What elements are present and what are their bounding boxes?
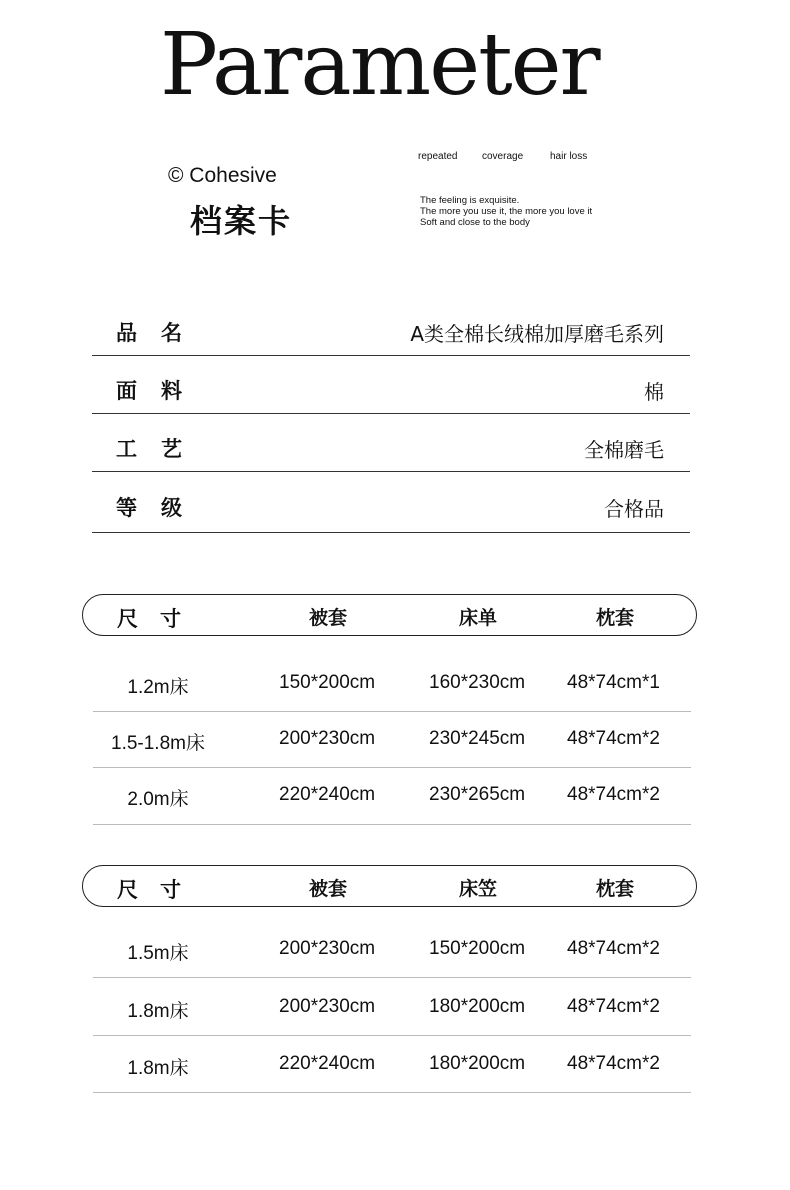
attribute-value: 合格品 [604,497,664,521]
table-row [93,1037,691,1093]
page-title: Parameter [160,15,599,115]
pillowcase-size: 48*74cm*2 [567,784,660,805]
attribute-label: 工艺 [116,437,206,461]
attribute-label: 等级 [116,496,206,520]
divider [92,471,690,472]
attribute-row-name [92,298,690,356]
header-duvet: 被套 [309,607,348,629]
pillowcase-size: 48*74cm*2 [567,938,660,959]
bed-size: 1.2m床 [127,677,189,698]
feature-tag: coverage [482,151,524,162]
header-duvet: 被套 [309,878,348,900]
tagline-line: Soft and close to the body [420,217,530,228]
fitted-sheet-size: 180*200cm [429,1053,526,1074]
bed-size: 1.5m床 [127,943,189,964]
divider [93,977,691,978]
duvet-size: 200*230cm [279,728,376,749]
bed-size: 2.0m床 [127,789,189,810]
pillowcase-size: 48*74cm*2 [567,996,660,1017]
size-table-header [82,865,697,907]
table-row [93,980,691,1036]
attribute-row-fabric [92,356,690,414]
duvet-size: 200*230cm [279,996,376,1017]
attribute-value: 棉 [644,380,664,404]
tagline-line: The more you use it, the more you love it [420,206,593,217]
table-row [93,768,691,825]
table-row [93,712,691,768]
fitted-sheet-size: 180*200cm [429,996,526,1017]
pillowcase-size: 48*74cm*2 [567,728,660,749]
sheet-size: 230*245cm [429,728,526,749]
feature-tag: repeated [418,151,458,162]
header-pillowcase: 枕套 [596,607,635,629]
header-sheet: 床单 [459,607,498,629]
bed-size: 1.8m床 [127,1058,189,1079]
duvet-size: 220*240cm [279,1053,376,1074]
attribute-row-grade [92,473,690,533]
card-title: 档案卡 [190,202,293,240]
feature-tag: hair loss [550,151,588,162]
pillowcase-size: 48*74cm*2 [567,1053,660,1074]
brand-name: © Cohesive [168,164,277,187]
divider [93,1092,691,1093]
header-size: 尺寸 [117,607,203,631]
table-row [93,922,691,978]
tagline-line: The feeling is exquisite. [420,195,520,206]
attribute-value: A类全棉长绒棉加厚磨毛系列 [410,322,664,346]
bed-size: 1.5-1.8m床 [111,733,205,754]
size-table-header [82,594,697,636]
header-size: 尺寸 [117,878,203,902]
header-pillowcase: 枕套 [596,878,635,900]
attribute-value: 全棉磨毛 [584,438,664,462]
fitted-sheet-size: 150*200cm [429,938,526,959]
attribute-label: 品名 [116,321,206,345]
table-row [93,656,691,712]
attribute-row-craft [92,414,690,472]
divider [93,1035,691,1036]
attribute-label: 面料 [116,379,206,403]
divider [92,532,690,533]
header-fitted-sheet: 床笠 [459,878,498,900]
pillowcase-size: 48*74cm*1 [567,672,660,693]
divider [93,824,691,825]
duvet-size: 220*240cm [279,784,376,805]
duvet-size: 200*230cm [279,938,376,959]
sheet-size: 160*230cm [429,672,526,693]
sheet-size: 230*265cm [429,784,526,805]
bed-size: 1.8m床 [127,1001,189,1022]
duvet-size: 150*200cm [279,672,376,693]
